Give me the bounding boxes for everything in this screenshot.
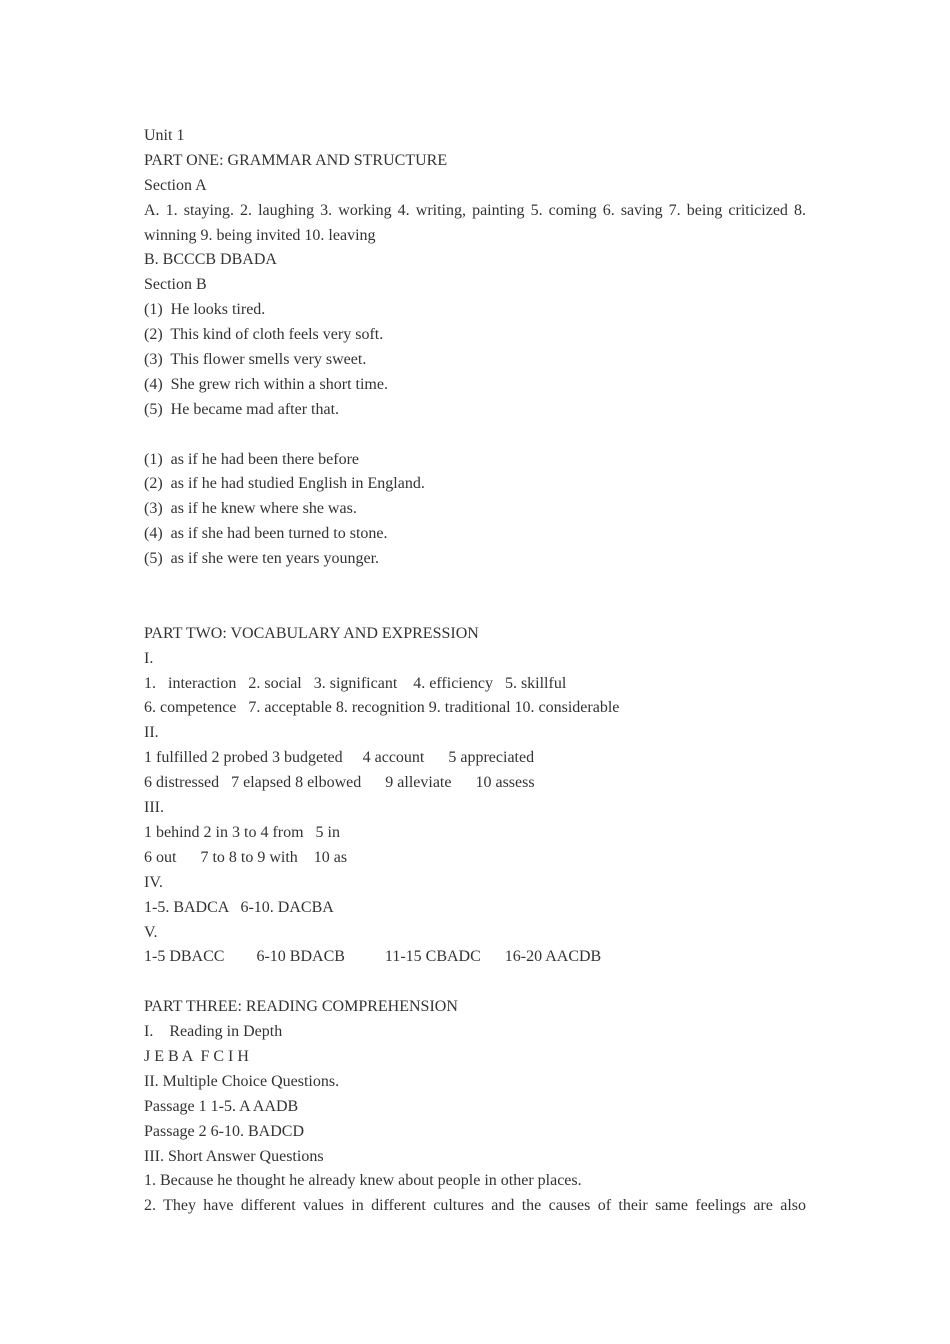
section-a-answers-line-1: A. 1. staying. 2. laughing 3. working 4. writing, painting 5. coming 6. saving 7. being criticized 8. (144, 201, 806, 219)
vocab-section-3-label: III. (144, 799, 164, 817)
part-three-heading: PART THREE: READING COMPREHENSION (144, 998, 458, 1016)
part-two-heading: PART TWO: VOCABULARY AND EXPRESSION (144, 624, 479, 642)
section-b-heading: Section B (144, 276, 207, 294)
as-if-item-2: (2) as if he had studied English in England. (144, 475, 425, 493)
short-answer-1: 1. Because he thought he already knew about people in other places. (144, 1172, 582, 1190)
section-a-heading: Section A (144, 176, 207, 194)
vocab-section-2-row-1: 1 fulfilled 2 probed 3 budgeted 4 account 5 appreciated (144, 749, 535, 767)
vocab-section-5-label: V. (144, 923, 158, 941)
section-b-item-2: (2) This kind of cloth feels very soft. (144, 326, 384, 344)
passage-2-answers: Passage 2 6-10. BADCD (144, 1122, 304, 1140)
section-b-item-3: (3) This flower smells very sweet. (144, 351, 367, 369)
document-body (144, 124, 806, 1219)
vocab-section-1-label: I. (144, 649, 154, 667)
blank-line (144, 970, 806, 995)
vocab-section-2-label: II. (144, 724, 159, 742)
section-b-item-4: (4) She grew rich within a short time. (144, 375, 388, 393)
section-a-answers-b: B. BCCCB DBADA (144, 251, 277, 269)
as-if-item-1: (1) as if he had been there before (144, 450, 359, 468)
as-if-item-3: (3) as if he knew where she was. (144, 500, 357, 518)
vocab-section-1-row-1: 1. interaction 2. social 3. significant 4. efficiency 5. skillful (144, 674, 567, 692)
vocab-section-3-row-2: 6 out 7 to 8 to 9 with 10 as (144, 848, 348, 866)
blank-line (144, 597, 806, 622)
reading-in-depth-heading: I. Reading in Depth (144, 1023, 283, 1041)
section-a-answers-line-2: winning 9. being invited 10. leaving (144, 226, 376, 244)
short-answer-heading: III. Short Answer Questions (144, 1147, 324, 1165)
as-if-item-4: (4) as if she had been turned to stone. (144, 525, 388, 543)
section-b-item-1: (1) He looks tired. (144, 301, 266, 319)
vocab-section-2-row-2: 6 distressed 7 elapsed 8 elbowed 9 alleviate 10 assess (144, 774, 535, 792)
unit-title: Unit 1 (144, 127, 185, 144)
blank-line (144, 423, 806, 448)
blank-line (144, 572, 806, 597)
short-answer-2: 2. They have different values in different cultures and the causes of their same feelings are also (144, 1197, 806, 1215)
multiple-choice-heading: II. Multiple Choice Questions. (144, 1072, 340, 1090)
passage-1-answers: Passage 1 1-5. A AADB (144, 1097, 299, 1115)
vocab-section-3-row-1: 1 behind 2 in 3 to 4 from 5 in (144, 823, 340, 841)
vocab-section-4-answers: 1-5. BADCA 6-10. DACBA (144, 898, 334, 916)
vocab-section-1-row-2: 6. competence 7. acceptable 8. recognition 9. traditional 10. considerable (144, 699, 620, 717)
part-one-heading: PART ONE: GRAMMAR AND STRUCTURE (144, 151, 448, 169)
vocab-section-5-answers: 1-5 DBACC 6-10 BDACB 11-15 CBADC 16-20 AACDB (144, 948, 602, 966)
section-b-item-5: (5) He became mad after that. (144, 400, 340, 418)
as-if-item-5: (5) as if she were ten years younger. (144, 550, 380, 568)
vocab-section-4-label: IV. (144, 873, 163, 891)
reading-in-depth-answers: J E B A F C I H (144, 1047, 249, 1065)
